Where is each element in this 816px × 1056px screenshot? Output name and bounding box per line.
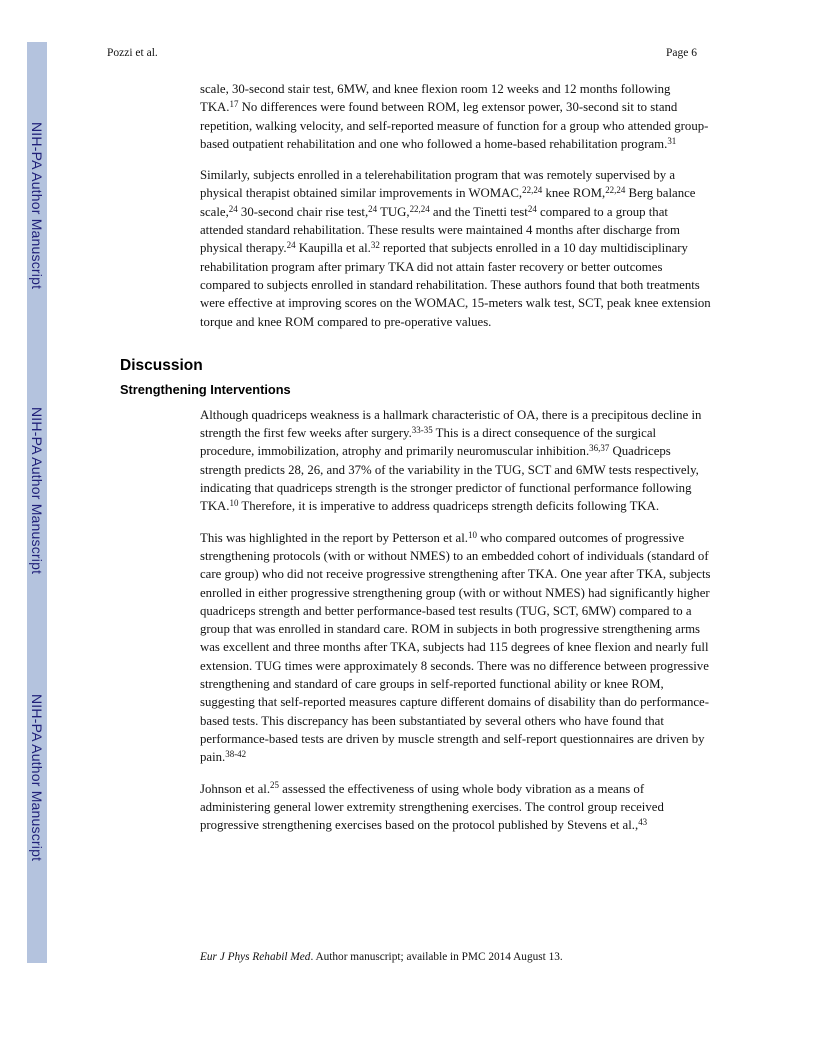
citation-superscript: 24 <box>286 240 296 251</box>
citation-superscript: 31 <box>667 135 677 146</box>
citation-superscript: 10 <box>229 498 239 509</box>
citation-superscript: 22,24 <box>522 185 543 196</box>
manuscript-body <box>120 80 711 847</box>
citation-superscript: 24 <box>527 203 537 214</box>
citation-superscript: 33-35 <box>411 425 433 436</box>
citation-superscript: 24 <box>368 203 378 214</box>
subsection-heading-strengthening-interventions: Strengthening Interventions <box>120 381 291 397</box>
paragraph-petterson-report: This was highlighted in the report by Petterson et al.$^{10}$ who compared outcomes of progressive strengthening protocols (with or without NMES) to an embedded cohort of individuals (standard of care group) who did not receive progressive strengthening after TKA. One year after TKA, subjects enrolled in either progressive strengthening group (with or without NMES) had significantly higher quadriceps strength and better performance-based test results (TUG, SCT, 6MW) compared to a group that was enrolled in standard care. ROM in subjects in both progressive strengthening arms was excellent and three months after TKA, subjects had 115 degrees of knee flexion and nearly full extension. TUG times were approximately 8 seconds. There was no difference between progressive strengthening and standard of care groups in self-reported functional ability or knee ROM, suggesting that self-reported measures capture different domains of disability than do performance-based tests. This discrepancy has been substantiated by several others who have found that performance-based tests are driven by muscle strength and self-report questionnaires are driven by pain.$^{38-42}$ <box>200 529 711 765</box>
citation-superscript: 22,24 <box>605 185 626 196</box>
page-header <box>107 47 697 59</box>
page-number: Page 6 <box>666 47 697 59</box>
citation-superscript: 10 <box>467 529 477 540</box>
citation-superscript: 36,37 <box>589 443 610 454</box>
paragraph-telerehabilitation: Similarly, subjects enrolled in a telerehabilitation program that was remotely supervised by a physical therapist obtained similar improvements in WOMAC,$^{22,24}$ knee ROM,$^{22,24}$ Berg balance scale,$^{24}$ 30-second chair rise test,$^{24}$ TUG,$^{22,24}$ and the Tinetti test$^{24}$ compared to a group that attended standard rehabilitation. These results were maintained 4 months after discharge from physical therapy.$^{24}$ Kaupilla et al.$^{32}$ reported that subjects enrolled in a 10 day multidisciplinary rehabilitation program after primary TKA did not attain faster recovery or better outcomes compared to subjects enrolled in standard rehabilitation. These authors found that both treatments were effective at improving scores on the WOMAC, 15-meters walk test, SCT, peak knee extension torque and knee ROM compared to pre-operative values. <box>200 168 711 329</box>
nih-pa-watermark-label: NIH-PA Author Manuscript <box>29 407 45 575</box>
citation-superscript: 25 <box>270 780 279 791</box>
paragraph-johnson-vibration: Johnson et al.$^{25}$ assessed the effectiveness of using whole body vibration as a means of administering general lower extremity strengthening exercises. The control group received progressive strengthening exercises based on the protocol published by Stevens et al.,$^{43}$ <box>200 780 664 833</box>
paragraph-scale-stair-test: scale, 30-second stair test, 6MW, and knee flexion room 12 weeks and 12 months following TKA.$^{17}$ No differences were found between ROM, leg extensor power, 30-second sit to stand repetition, walking velocity, and self-reported measure of function for a group who attended group-based outpatient rehabilitation and one who followed a home-based rehabilitation program.$^{31}$ <box>200 82 709 151</box>
footer-availability-text: . Author manuscript; available in PMC 2014 August 13. <box>310 951 563 963</box>
citation-superscript: 22,24 <box>409 203 430 214</box>
nih-pa-watermark-label: NIH-PA Author Manuscript <box>29 694 45 862</box>
nih-pa-watermark-label: NIH-PA Author Manuscript <box>29 122 45 290</box>
page-footer <box>200 951 760 963</box>
citation-superscript: 43 <box>638 817 648 828</box>
citation-superscript: 38-42 <box>225 749 247 760</box>
citation-superscript: 17 <box>229 99 239 110</box>
section-heading-discussion: Discussion <box>120 356 203 374</box>
paragraph-quadriceps-weakness: Although quadriceps weakness is a hallmark characteristic of OA, there is a precipitous decline in strength the first few weeks after surgery.$^{33-35}$ This is a direct consequence of the surgical procedure, immobilization, atrophy and primarily neuromuscular inhibition.$^{36,37}$ Quadriceps strength predicts 28, 26, and 37% of the variability in the TUG, SCT and 6MW tests respectively, indicating that quadriceps strength is the stronger predictor of functional performance following TKA.$^{10}$ Therefore, it is imperative to address quadriceps strength deficits following TKA. <box>200 407 702 514</box>
journal-citation: Eur J Phys Rehabil Med <box>200 951 311 963</box>
citation-superscript: 32 <box>370 240 380 251</box>
running-author: Pozzi et al. <box>107 47 158 59</box>
citation-superscript: 24 <box>228 203 238 214</box>
